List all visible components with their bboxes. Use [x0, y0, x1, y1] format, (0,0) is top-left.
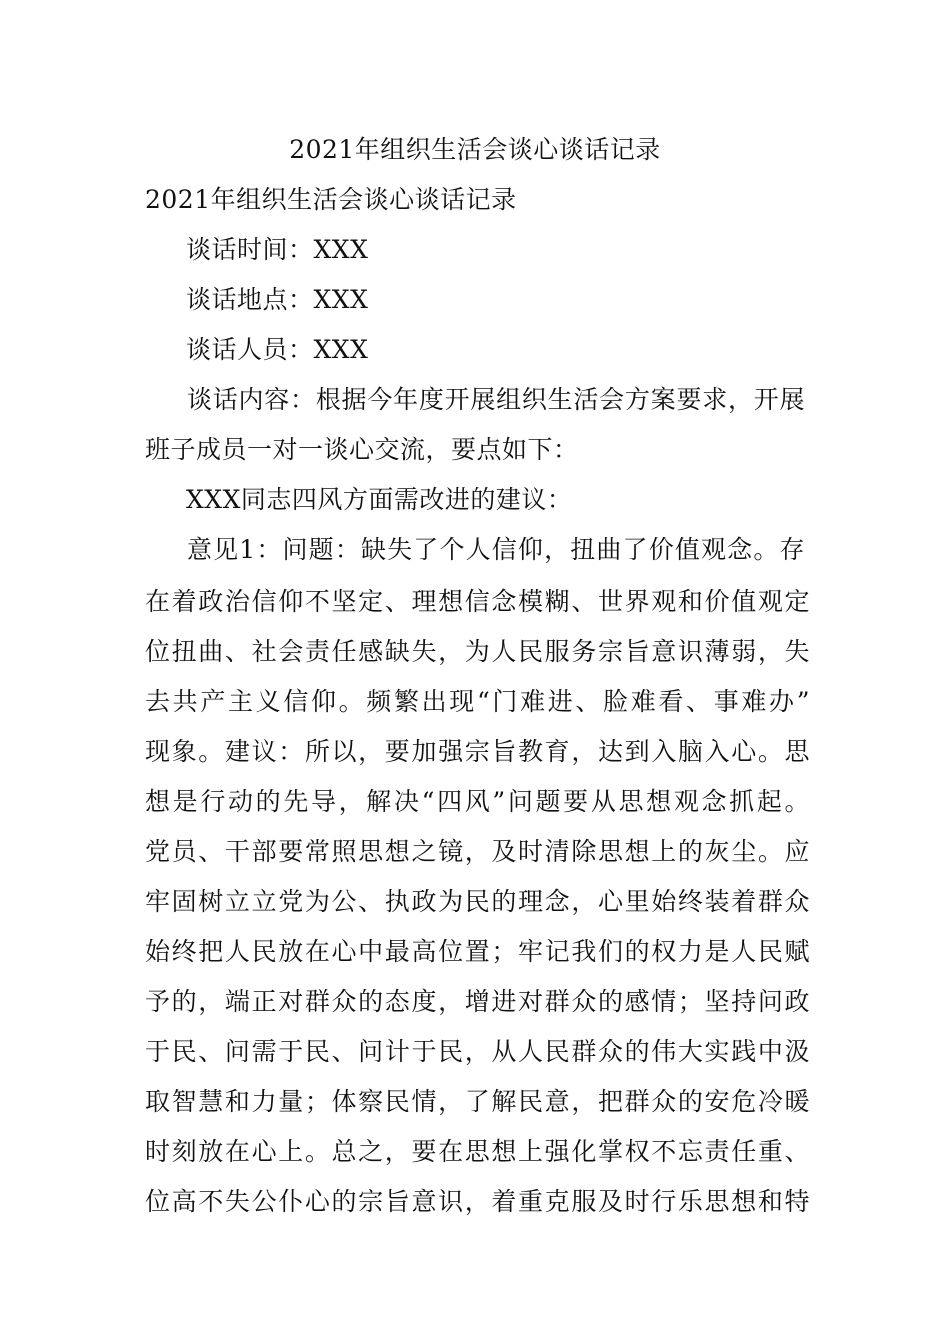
meta-time: 谈话时间：XXX [186, 235, 369, 264]
opinion-line: 时刻放在心上。总之，要在思想上强化掌权不忘责任重、 [145, 1137, 810, 1166]
opinion-line: 取智慧和力量；体察民情，了解民意，把群众的安危冷暖 [145, 1087, 810, 1116]
opinion-line: 党员、干部要常照思想之镜，及时清除思想上的灰尘。应 [145, 837, 810, 866]
opinion-line: 现象。建议：所以，要加强宗旨教育，达到入脑入心。思 [145, 737, 810, 766]
opinion-line: 位高不失公仆心的宗旨意识，着重克服及时行乐思想和特 [145, 1187, 810, 1216]
suggestion-heading: XXX同志四风方面需改进的建议： [186, 485, 573, 514]
document-title: 2021年组织生活会谈心谈话记录 [289, 135, 661, 164]
opinion-line: 去共产主义信仰。频繁出现“门难进、脸难看、事难办” [145, 687, 810, 716]
opinion-line: 予的，端正对群众的态度，增进对群众的感情；坚持问政 [145, 987, 810, 1016]
document-subtitle: 2021年组织生活会谈心谈话记录 [145, 185, 517, 214]
opinion-line: 意见1：问题：缺失了个人信仰，扭曲了价值观念。存 [187, 535, 805, 564]
opinion-line: 于民、问需于民、问计于民，从人民群众的伟大实践中汲 [145, 1037, 810, 1066]
opinion-line: 在着政治信仰不坚定、理想信念模糊、世界观和价值观定 [145, 587, 810, 616]
opinion-line: 想是行动的先导，解决“四风”问题要从思想观念抓起。 [145, 787, 810, 816]
opinion-line: 牢固树立立党为公、执政为民的理念，心里始终装着群众 [145, 887, 810, 916]
meta-place: 谈话地点：XXX [186, 285, 369, 314]
opinion-line: 始终把人民放在心中最高位置；牢记我们的权力是人民赋 [145, 937, 810, 966]
content-line: 谈话内容：根据今年度开展组织生活会方案要求，开展 [187, 385, 805, 414]
opinion-line: 位扭曲、社会责任感缺失，为人民服务宗旨意识薄弱，失 [145, 637, 810, 666]
content-line: 班子成员一对一谈心交流，要点如下： [145, 435, 579, 464]
meta-people: 谈话人员：XXX [186, 335, 369, 364]
